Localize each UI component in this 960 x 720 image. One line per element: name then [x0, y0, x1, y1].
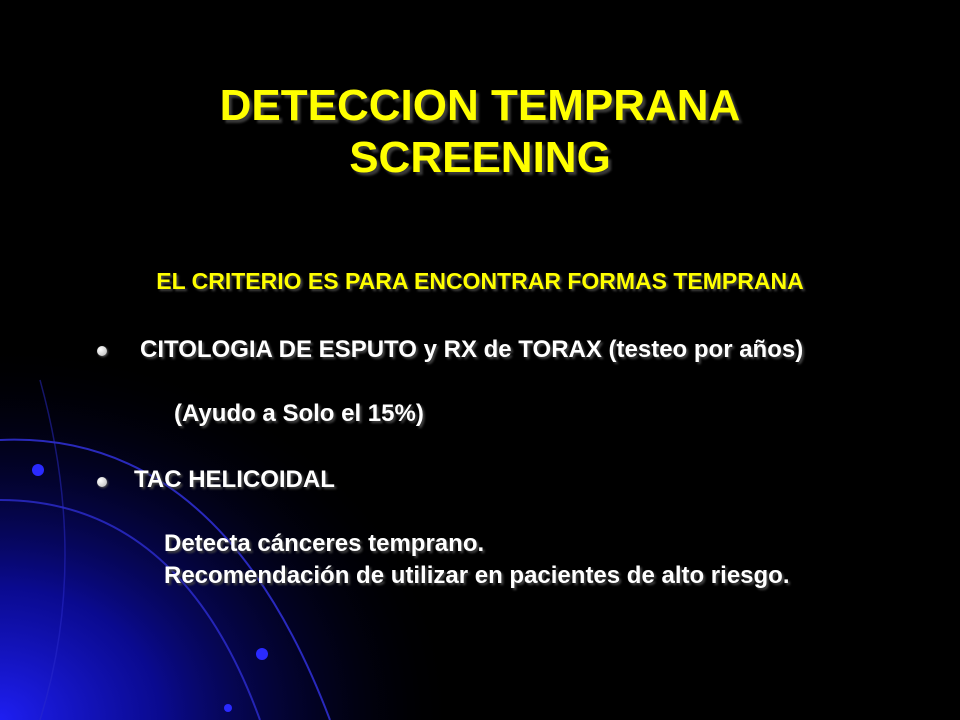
bullet-1-text: CITOLOGIA DE ESPUTO y RX de TORAX (testeo por años): [140, 336, 804, 363]
title-line-2: SCREENING: [349, 133, 611, 182]
decor-dot: [256, 648, 268, 660]
bullet-2-line-2: Recomendación de utilizar en pacientes de alto riesgo.: [164, 562, 790, 589]
bullet-dot: [97, 346, 107, 356]
decor-dot: [32, 464, 44, 476]
bullet-2-line-1: Detecta cánceres temprano.: [164, 530, 485, 557]
slide-title: [0, 80, 960, 184]
bullet-dot: [97, 477, 107, 487]
title-line-1: DETECCION TEMPRANA: [219, 81, 741, 130]
bullet-2-text: TAC HELICOIDAL: [134, 466, 335, 493]
criterio-text: EL CRITERIO ES PARA ENCONTRAR FORMAS TEMPRANA: [156, 268, 804, 294]
decor-dot: [224, 704, 232, 712]
bullet-1-subtext: (Ayudo a Solo el 15%): [174, 400, 424, 427]
